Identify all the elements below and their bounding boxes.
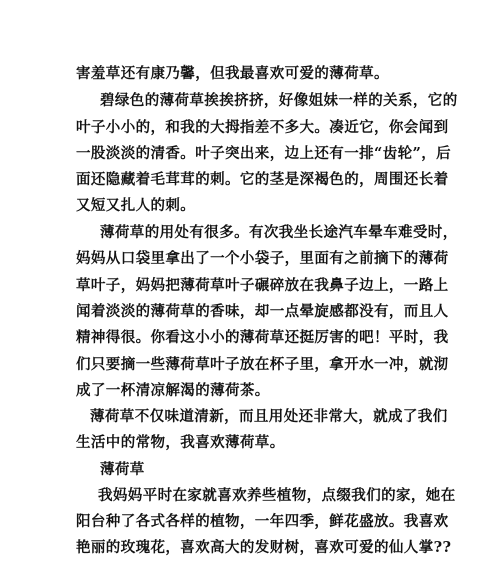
text-line: 阳台种了各式各样的植物，一年四季，鲜花盛放。我喜欢 bbox=[76, 513, 449, 530]
text-line: 害羞草还有康乃馨，但我最喜欢可爱的薄荷草。 bbox=[76, 65, 389, 82]
paragraph-first-line: 我妈妈平时在家就喜欢养些植物，点缀我们的家，她在 bbox=[98, 487, 456, 504]
text-line: 草叶子，妈妈把薄荷草叶子碾碎放在我鼻子边上，一路上 bbox=[76, 277, 449, 294]
text-line: 们只要摘一些薄荷草叶子放在杯子里，拿开水一冲，就沏 bbox=[76, 356, 449, 373]
paragraph-first-line: 碧绿色的薄荷草挨挨挤挤，好像姐妹一样的关系，它的 bbox=[100, 92, 458, 109]
text-line: 生活中的常物，我喜欢薄荷草。 bbox=[76, 434, 285, 451]
paragraph-first-line: 薄荷草不仅味道清新，而且用处还非常大，就成了我们 bbox=[90, 408, 448, 425]
text-line: 闻着淡淡的薄荷草的香味，却一点晕旋感都没有，而且人 bbox=[76, 303, 449, 320]
text-line: 叶子小小的，和我的大拇指差不多大。凑近它，你会闻到 bbox=[76, 119, 449, 136]
text-line: 精神得很。你看这小小的薄荷草还挺厉害的吧！平时，我 bbox=[76, 329, 449, 346]
text-line: 面还隐藏着毛茸茸的刺。它的茎是深褐色的，周围还长着 bbox=[76, 171, 449, 188]
text-line: 妈妈从口袋里拿出了一个小袋子，里面有之前摘下的薄荷 bbox=[76, 250, 449, 267]
text-line: 又短又扎人的刺。 bbox=[76, 197, 196, 214]
text-line: 艳丽的玫瑰花，喜欢高大的发财树，喜欢可爱的仙人掌?? bbox=[76, 539, 452, 556]
text-line: 成了一杯清凉解渴的薄荷茶。 bbox=[76, 382, 270, 399]
section-heading: 薄荷草 bbox=[100, 461, 145, 478]
paragraph-first-line: 薄荷草的用处有很多。有次我坐长途汽车晕车难受时， bbox=[100, 224, 458, 241]
text-line: 一股淡淡的清香。叶子突出来，边上还有一排“齿轮”，后 bbox=[76, 145, 452, 162]
